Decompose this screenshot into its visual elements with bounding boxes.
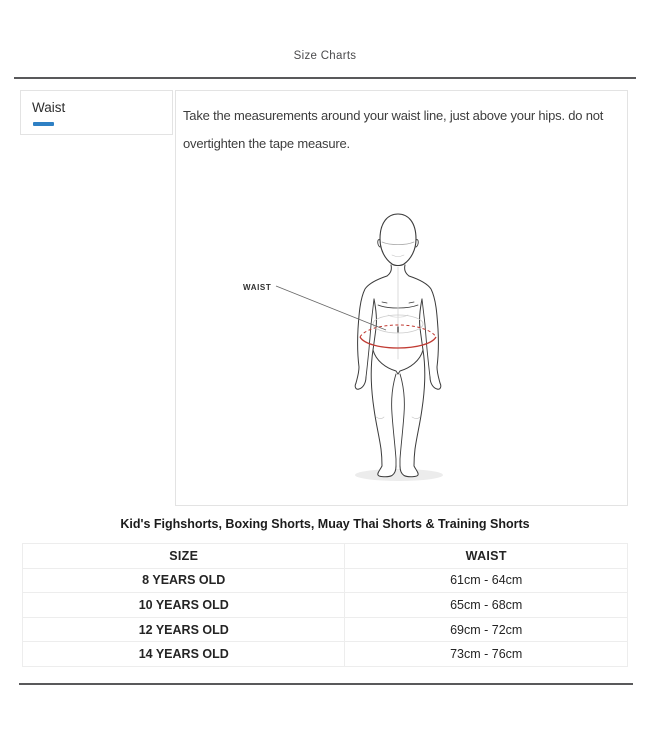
size-chart-table	[22, 543, 628, 667]
size-cell: 8 YEARS OLD	[23, 568, 345, 593]
size-cell: 10 YEARS OLD	[23, 593, 345, 618]
top-divider	[14, 77, 636, 79]
waist-cell: 65cm - 68cm	[345, 593, 628, 618]
waist-cell: 61cm - 64cm	[345, 568, 628, 593]
tab-waist[interactable]	[20, 90, 173, 135]
measurement-instructions: Take the measurements around your waist line, just above your hips. do not overtighten the tape measure.	[183, 108, 604, 151]
column-header-size: SIZE	[23, 544, 345, 569]
waist-pointer-line	[276, 286, 386, 330]
measurement-panel	[175, 90, 628, 506]
tab-waist-label: Waist	[32, 100, 66, 115]
table-row	[23, 642, 628, 667]
bottom-divider	[19, 683, 633, 685]
size-chart-title: Kid's Fighshorts, Boxing Shorts, Muay Thai Shorts & Training Shorts	[120, 517, 530, 531]
page-title: Size Charts	[293, 50, 357, 62]
table-row	[23, 617, 628, 642]
active-tab-indicator	[33, 122, 54, 126]
size-cell: 14 YEARS OLD	[23, 642, 345, 667]
table-row	[23, 593, 628, 618]
waist-cell: 73cm - 76cm	[345, 642, 628, 667]
column-header-waist: WAIST	[345, 544, 628, 569]
table-header-row	[23, 544, 628, 569]
table-row	[23, 568, 628, 593]
waist-figure-label: WAIST	[243, 283, 272, 292]
body-figure-illustration	[230, 209, 470, 491]
body-figure-svg	[230, 209, 470, 491]
waist-cell: 69cm - 72cm	[345, 617, 628, 642]
figure-shadow	[355, 469, 443, 481]
size-cell: 12 YEARS OLD	[23, 617, 345, 642]
